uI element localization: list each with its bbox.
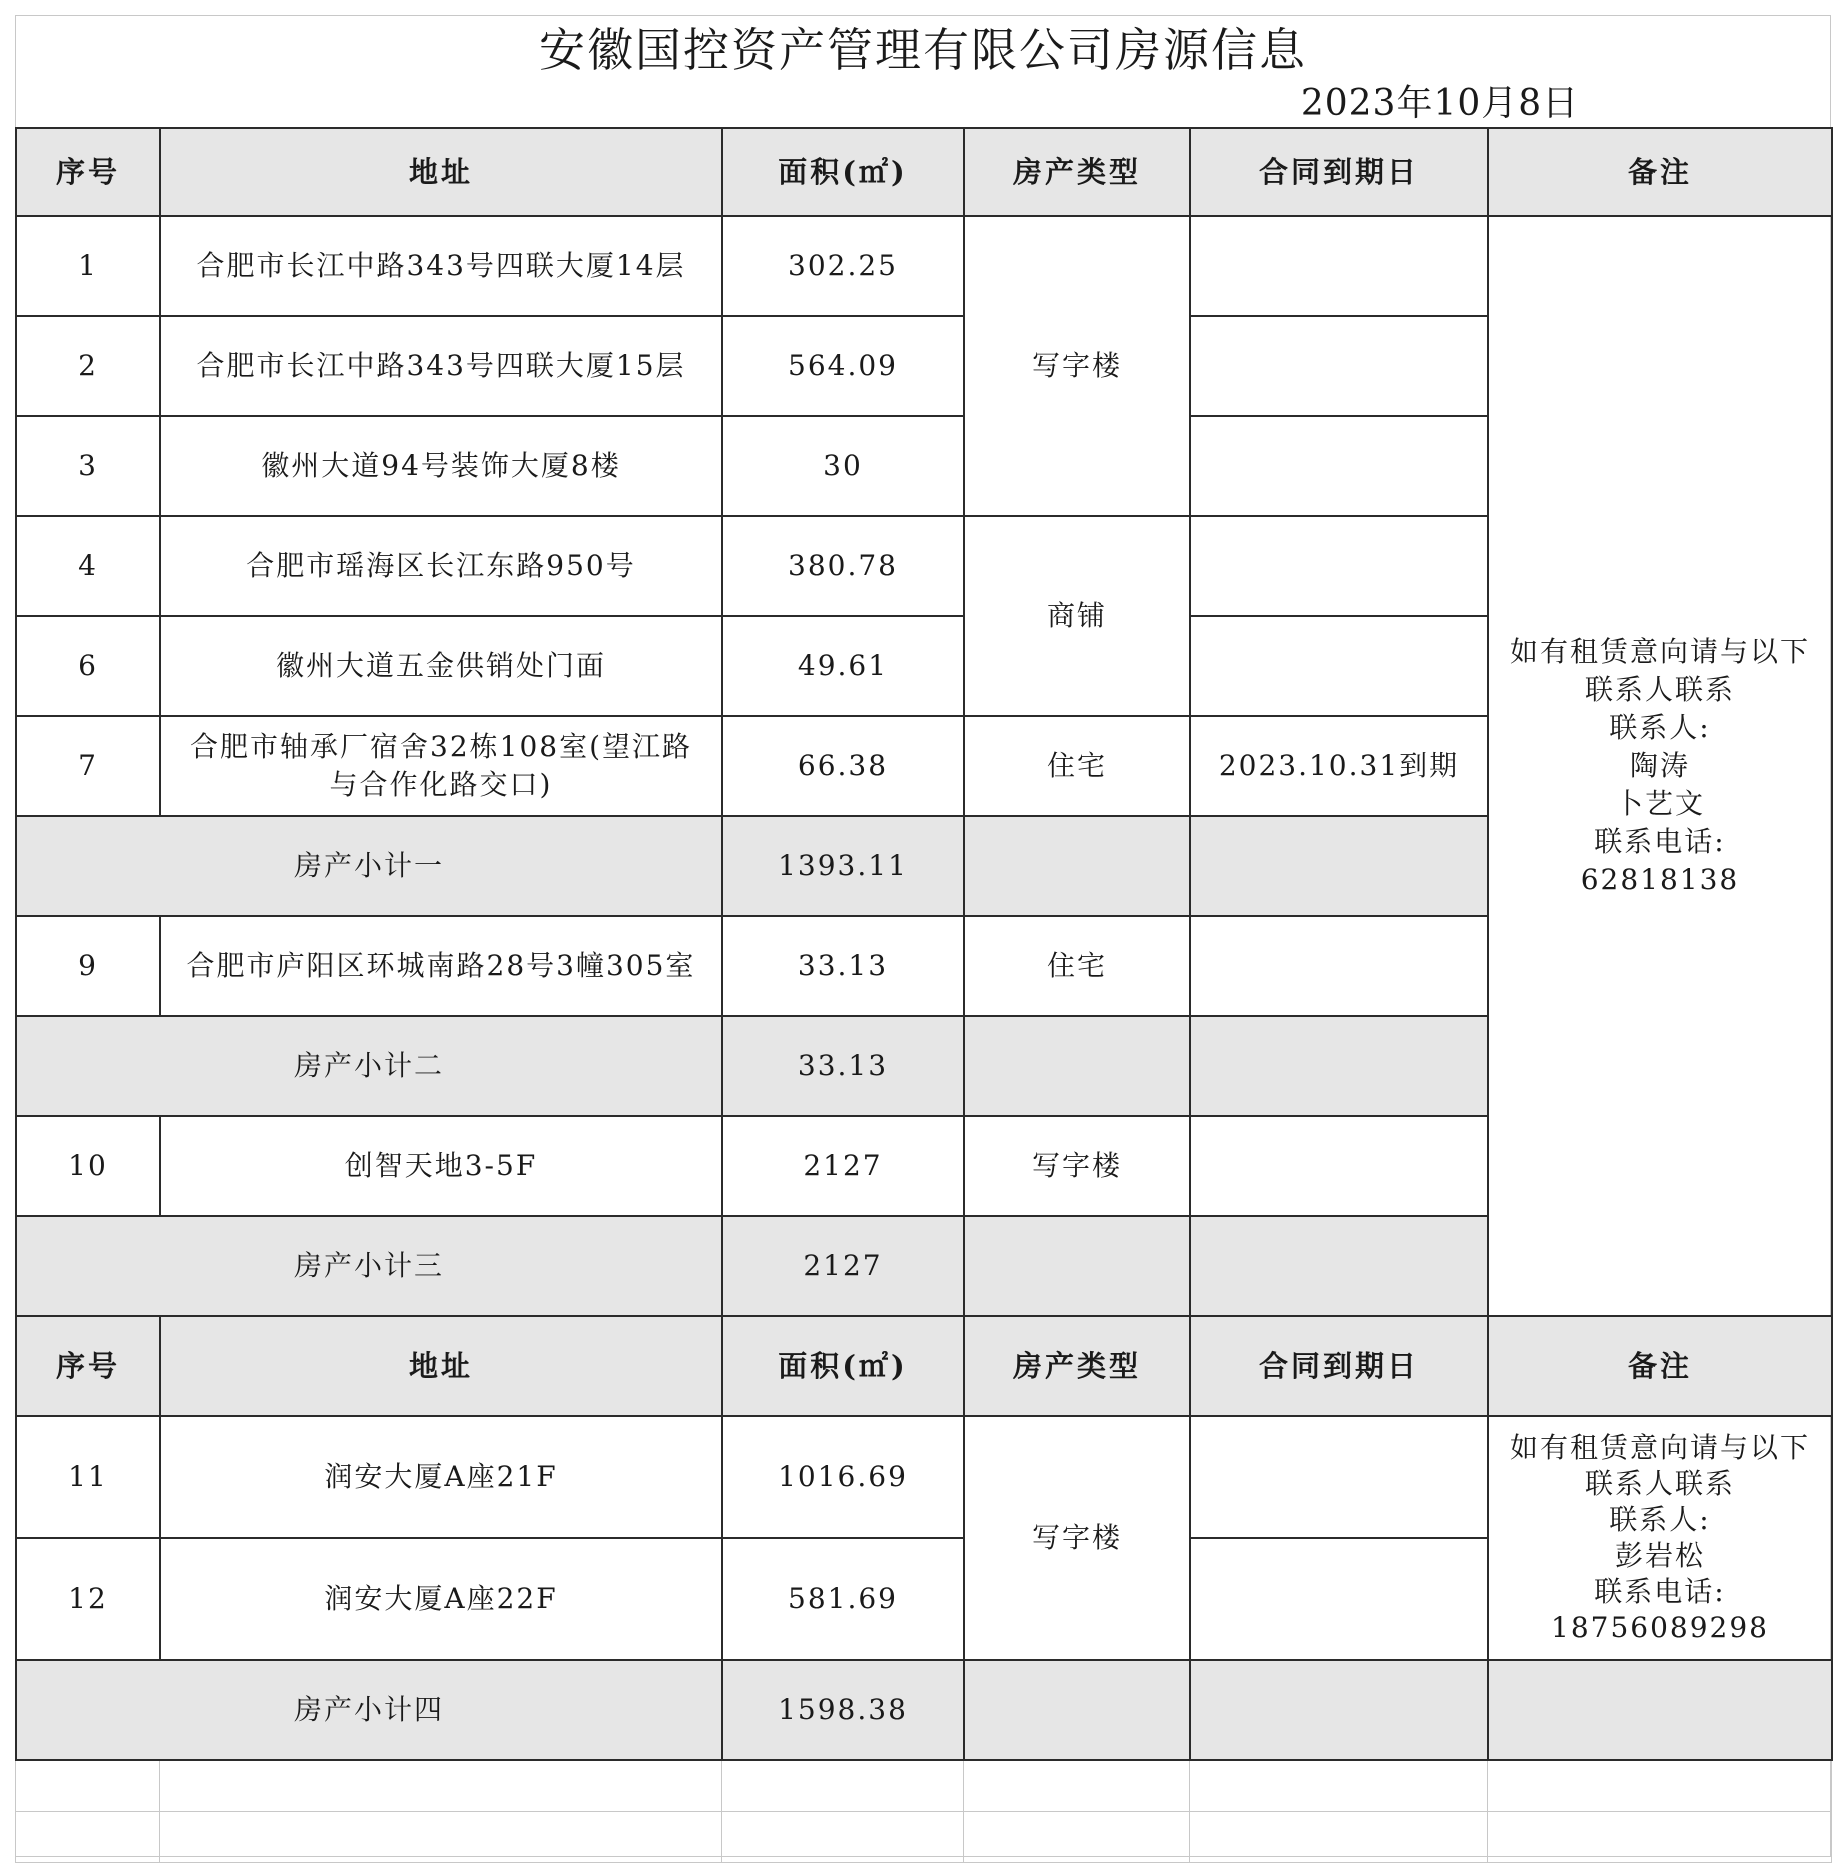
subtotal-due xyxy=(1190,1016,1488,1116)
type-group-office: 写字楼 xyxy=(964,1416,1190,1660)
row-address: 徽州大道94号装饰大厦8楼 xyxy=(160,416,722,516)
header-area: 面积(㎡) xyxy=(722,128,964,216)
row-address: 合肥市轴承厂宿舍32栋108室(望江路 与合作化路交口) xyxy=(160,716,722,816)
row-no: 9 xyxy=(16,916,160,1016)
property-table xyxy=(15,127,1833,1761)
row-due xyxy=(1190,1538,1488,1660)
subtotal-area: 33.13 xyxy=(722,1016,964,1116)
empty-cell xyxy=(1190,1761,1488,1812)
row-due: 2023.10.31到期 xyxy=(1190,716,1488,816)
empty-cell xyxy=(160,1761,722,1812)
contact-phone: 18756089298 xyxy=(1551,1611,1769,1644)
row-area: 564.09 xyxy=(722,316,964,416)
row-address: 创智天地3-5F xyxy=(160,1116,722,1216)
row-no: 10 xyxy=(16,1116,160,1216)
empty-cell xyxy=(160,1812,722,1863)
subtotal-area: 1598.38 xyxy=(722,1660,964,1760)
subtotal-type xyxy=(964,1660,1190,1760)
contact-note-1: 如有租赁意向请与以下 联系人联系 联系人: 陶涛 卜艺文 联系电话: 62818138 xyxy=(1488,216,1832,1316)
subtotal-label: 房产小计三 xyxy=(16,1216,722,1316)
row-due xyxy=(1190,416,1488,516)
subtotal-label: 房产小计二 xyxy=(16,1016,722,1116)
header-type: 房产类型 xyxy=(964,1316,1190,1416)
row-no: 2 xyxy=(16,316,160,416)
row-due xyxy=(1190,916,1488,1016)
row-area: 49.61 xyxy=(722,616,964,716)
subtotal-due xyxy=(1190,1216,1488,1316)
row-due xyxy=(1190,516,1488,616)
header-due: 合同到期日 xyxy=(1190,1316,1488,1416)
row-no: 12 xyxy=(16,1538,160,1660)
row-area: 581.69 xyxy=(722,1538,964,1660)
row-address: 合肥市长江中路343号四联大厦14层 xyxy=(160,216,722,316)
row-area: 380.78 xyxy=(722,516,964,616)
row-address: 合肥市庐阳区环城南路28号3幢305室 xyxy=(160,916,722,1016)
header-no: 序号 xyxy=(16,1316,160,1416)
row-address: 润安大厦A座21F xyxy=(160,1416,722,1538)
header-type: 房产类型 xyxy=(964,128,1190,216)
row-area: 302.25 xyxy=(722,216,964,316)
empty-cell xyxy=(964,1761,1190,1812)
row-area: 1016.69 xyxy=(722,1416,964,1538)
contact-name: 陶涛 xyxy=(1629,749,1690,782)
row-type: 住宅 xyxy=(964,916,1190,1016)
empty-cell xyxy=(16,1761,160,1812)
row-no: 6 xyxy=(16,616,160,716)
row-type: 写字楼 xyxy=(964,1116,1190,1216)
header-address: 地址 xyxy=(160,1316,722,1416)
contact-phone: 62818138 xyxy=(1580,863,1740,896)
header-due: 合同到期日 xyxy=(1190,128,1488,216)
table-row xyxy=(16,216,1832,316)
empty-cell xyxy=(722,1812,964,1863)
subtotal-type xyxy=(964,1216,1190,1316)
subtotal-due xyxy=(1190,1660,1488,1760)
subtotal-type xyxy=(964,816,1190,916)
row-type: 住宅 xyxy=(964,716,1190,816)
type-group-office: 写字楼 xyxy=(964,216,1190,516)
type-group-shop: 商铺 xyxy=(964,516,1190,716)
empty-cell xyxy=(16,1812,160,1863)
row-area: 2127 xyxy=(722,1116,964,1216)
row-address: 合肥市长江中路343号四联大厦15层 xyxy=(160,316,722,416)
table-row xyxy=(16,1416,1832,1538)
row-due xyxy=(1190,1416,1488,1538)
contact-name: 彭岩松 xyxy=(1614,1539,1705,1572)
subtotal-note xyxy=(1488,1660,1832,1760)
header-no: 序号 xyxy=(16,128,160,216)
page-title: 安徽国控资产管理有限公司房源信息 xyxy=(539,23,1307,77)
empty-cell xyxy=(1488,1761,1832,1812)
empty-cell xyxy=(1190,1812,1488,1863)
subtotal-area: 2127 xyxy=(722,1216,964,1316)
row-no: 4 xyxy=(16,516,160,616)
row-due xyxy=(1190,316,1488,416)
row-address: 徽州大道五金供销处门面 xyxy=(160,616,722,716)
row-due xyxy=(1190,216,1488,316)
subtotal-label: 房产小计一 xyxy=(16,816,722,916)
empty-cell xyxy=(964,1812,1190,1863)
row-due xyxy=(1190,616,1488,716)
header-address: 地址 xyxy=(160,128,722,216)
subtotal-row xyxy=(16,1660,1832,1760)
subtotal-area: 1393.11 xyxy=(722,816,964,916)
header-area: 面积(㎡) xyxy=(722,1316,964,1416)
subtotal-due xyxy=(1190,816,1488,916)
row-no: 3 xyxy=(16,416,160,516)
row-area: 30 xyxy=(722,416,964,516)
empty-cell xyxy=(722,1761,964,1812)
empty-grid-rows xyxy=(15,1761,1832,1863)
row-address: 合肥市瑶海区长江东路950号 xyxy=(160,516,722,616)
row-address: 润安大厦A座22F xyxy=(160,1538,722,1660)
header-row xyxy=(16,1316,1832,1416)
header-note: 备注 xyxy=(1488,128,1832,216)
report-date: 2023年10月8日 xyxy=(1300,83,1580,124)
subtotal-type xyxy=(964,1016,1190,1116)
contact-name: 卜艺文 xyxy=(1614,787,1705,820)
contact-note-2: 如有租赁意向请与以下 联系人联系 联系人: 彭岩松 联系电话: 18756089298 xyxy=(1488,1416,1832,1660)
subtotal-label: 房产小计四 xyxy=(16,1660,722,1760)
empty-cell xyxy=(1488,1812,1832,1863)
row-no: 11 xyxy=(16,1416,160,1538)
row-area: 33.13 xyxy=(722,916,964,1016)
row-area: 66.38 xyxy=(722,716,964,816)
empty-row xyxy=(16,1812,1832,1863)
row-no: 7 xyxy=(16,716,160,816)
header-row xyxy=(16,128,1832,216)
empty-row xyxy=(16,1761,1832,1812)
row-no: 1 xyxy=(16,216,160,316)
header-note: 备注 xyxy=(1488,1316,1832,1416)
row-due xyxy=(1190,1116,1488,1216)
